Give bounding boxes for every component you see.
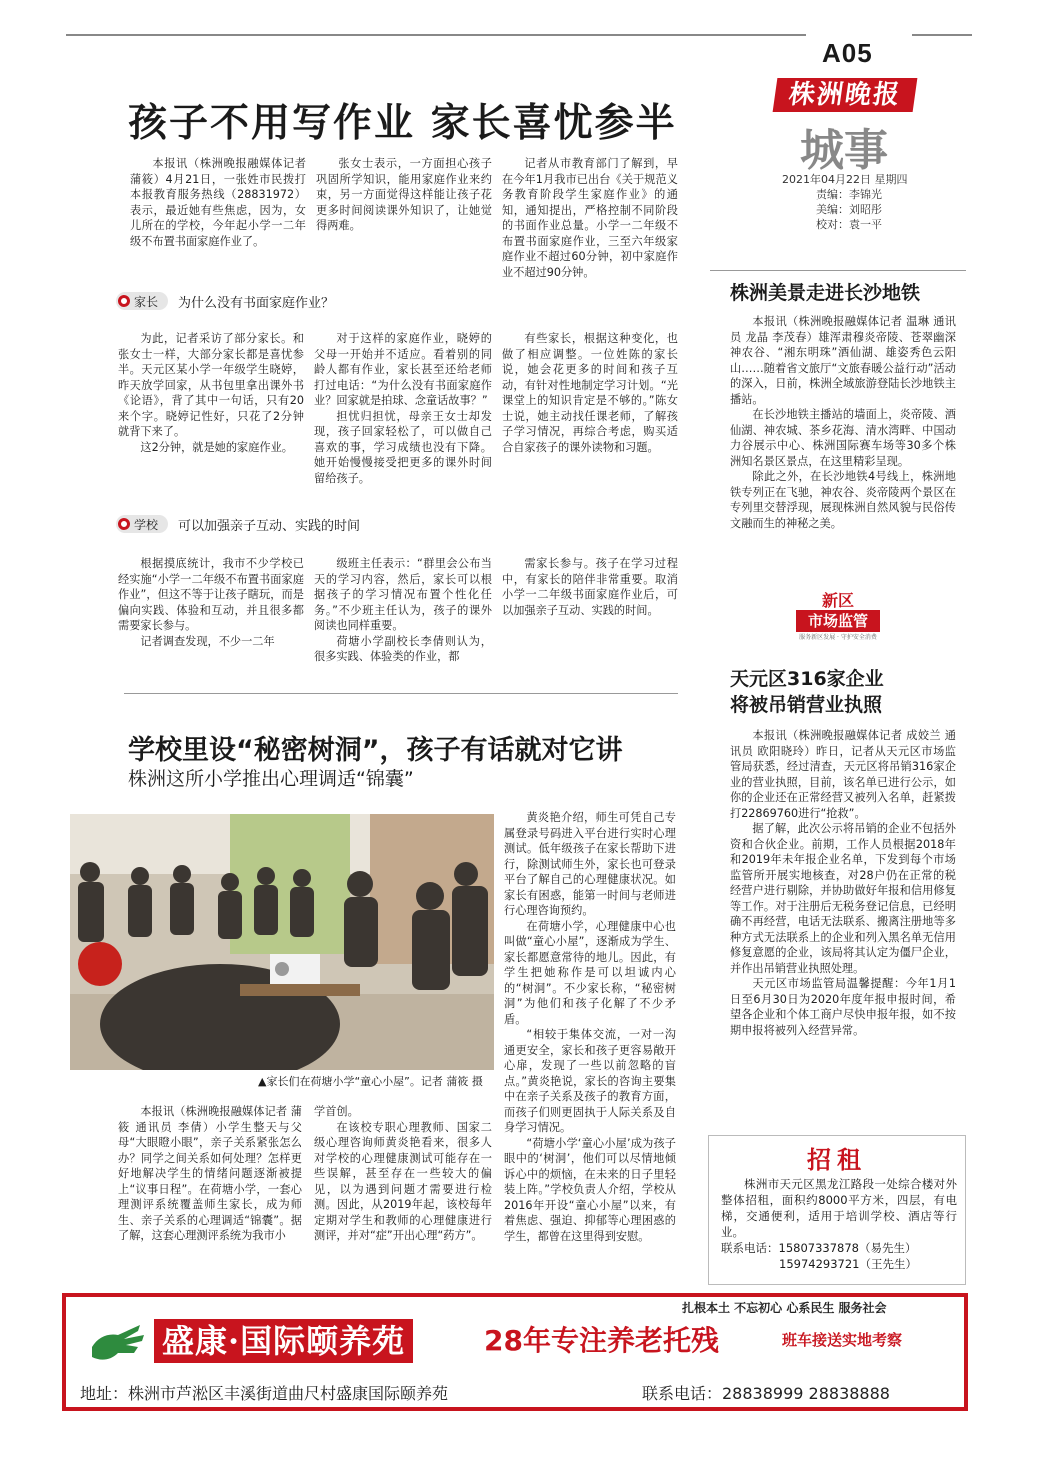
editor-credit: 责编：李锦光 — [816, 188, 882, 201]
designer-credit: 美编：刘昭彤 — [816, 203, 882, 216]
proofreader-credit: 校对：袁一平 — [816, 218, 882, 231]
rent-body: 株洲市天元区黑龙江路段一处综合楼对外整体招租，面积约8000平方米，四层，有电梯，交通便利，适用于培训学校、酒店等行业。 联系电话：15807337878（易先生） 15974293721（王先生） — [721, 1177, 957, 1271]
article1-lead-col3: 记者从市教育部门了解到，早在今年1月我市已出台《关于规范义务教育阶段学生家庭作业》的通知，通知提出，严格控制不同阶段的书面作业总量。小学一二年级不布置书面家庭作业，三至六年级家庭作业不超过60分钟，初中家庭作业不超过90分钟。 — [502, 157, 678, 279]
subhead-tag: 学校 — [116, 515, 168, 533]
sec2-col2: 级班主任表示：“群里会公布当天的学习内容，然后，家长可以根据孩子的学习情况布置个性化任务。”不少班主任认为，孩子的课外阅读也同样重要。 荷塘小学副校长李倩则认为，很多实践、体验类的作业，都 — [314, 557, 492, 663]
tag-dot-icon — [118, 295, 130, 307]
ad-slogan-secondary: 班车接送实地考察 — [782, 1331, 903, 1349]
section-title: 城事 — [800, 125, 888, 176]
sec2-col1: 根据摸底统计，我市不少学校已经实施“小学一二年级不布置书面家庭作业”，但这不等于让孩子瞎玩，而是偏向实践、体验和互动，并且很多都需要家长参与。 记者调查发现，不少一二年 — [118, 557, 304, 648]
market-supervision-badge: 新区 市场监管 服务新区发展 · 守护安全消费 — [782, 588, 894, 640]
rent-contact2: 15974293721（王先生） — [779, 1257, 917, 1271]
photo-illustration — [70, 814, 494, 1070]
issue-meta — [782, 172, 908, 232]
rent-contact1: 联系电话：15807337878（易先生） — [721, 1241, 917, 1255]
sec1-col2: 对于这样的家庭作业，晓婷的父母一开始并不适应。看着别的同龄人都有作业，家长甚至还给老师打过电话：“为什么没有书面家庭作业？回家就是拍球、念童话故事？” 担忧归担忧，母亲王女士却发现，孩子回家轻松了，可以做自己喜欢的事，学习成绩也没有下降。她开始慢慢接受把更多的课外时间留给孩子。 — [314, 332, 492, 485]
license-headline-2: 将被吊销营业执照 — [730, 694, 883, 716]
photo-caption: ▲家长们在荷塘小学“童心小屋”。记者 蒲筱 摄 — [258, 1075, 483, 1088]
page-number: A05 — [822, 38, 873, 68]
masthead-logo: 株洲晚报 — [773, 78, 918, 112]
ad-slogan: 28年专注养老托残 — [484, 1324, 719, 1357]
top-rule-right — [912, 34, 972, 36]
rent-title: 招租 — [807, 1146, 867, 1174]
metro-body: 本报讯（株洲晚报融媒体记者 温琳 通讯员 龙晶 李茂春）雄浑肃穆炎帝陵、苍翠幽深神农谷、“湘东明珠”酒仙湖、雄姿秀色云阳山……随着省文旅厅“文旅春暖公益行动”活动的深入，日前，株洲全域旅游登陆长沙地铁主播站。 在长沙地铁主播站的墙面上，炎帝陵、酒仙湖、神农城、茶乡花海、清水湾畔、中国动力谷展示中心、株洲国际赛车场等30多个株洲知名景区景点，在这里精彩呈现。 除此之外，在长沙地铁4号线上，株洲地铁专列正在飞驰，神农谷、炎帝陵两个景区在专列里交替浮现，展现株洲自然风貌与民俗传文融而生的神秘之美。 — [730, 315, 956, 530]
ad-brand: 盛康·国际颐养苑 — [154, 1319, 413, 1363]
subhead-parents — [116, 291, 334, 311]
article1-headline: 孩子不用写作业 家长喜忧参半 — [128, 101, 677, 146]
right-column-rule — [710, 270, 966, 271]
article2-deck: 株洲这所小学推出心理调适“锦囊” — [128, 768, 414, 790]
article2-bottom-col2: 学首创。 在该校专职心理教师、国家二级心理咨询师黄炎艳看来，很多人对学校的心理健康测试可能存在一些误解，甚至存在一些较大的偏见，以为遇到问题才需要进行检测。因此，从2019年起，该校每年定期对学生和教师的心理健康进行测评，并对“症”开出心理“药方”。 — [314, 1105, 492, 1242]
article-divider — [124, 693, 678, 694]
top-rule — [66, 34, 806, 36]
ad-address: 地址：株洲市芦淞区丰溪街道曲尺村盛康国际颐养苑 — [80, 1384, 449, 1403]
sec2-col3: 需家长参与。孩子在学习过程中，有家长的陪伴非常重要。取消小学一二年级书面家庭作业后，可以加强亲子互动、实践的时间。 — [502, 557, 678, 617]
ad-phone: 联系电话：28838999 28838888 — [642, 1384, 890, 1403]
sec1-col1: 为此，记者采访了部分家长。和张女士一样，大部分家长都是喜忧参半。天元区某小学一年级学生晓婷，昨天放学回家，从书包里拿出课外书《论语》，背了其中一句话，只有20来个字。晓婷记性好，只花了2分钟就背下来了。 这2分钟，就是她的家庭作业。 — [118, 332, 304, 454]
license-headline-1: 天元区316家企业 — [730, 668, 884, 690]
article1-lead-col1: 本报讯（株洲晚报融媒体记者 蒲筱）4月21日，一张姓市民拨打本报教育服务热线（28831972）表示，最近她有些焦虑，因为，女儿所在的学校，今年起小学一二年级不布置书面家庭作业了。 — [130, 157, 306, 248]
article2-right-col: 黄炎艳介绍，师生可凭自己专属登录号码进入平台进行实时心理测试。低年级孩子在家长帮助下进行，除测试师生外，家长也可登录平台了解自己的心理健康状况。如家长有困惑，能第一时间与老师进行心理咨询预约。 在荷塘小学，心理健康中心也叫做“童心小屋”，逐渐成为学生、家长都愿意常待的地儿。因此，有学生把她称作是可以坦诚内心的“树洞”。不少家长称，“秘密树洞”为他们和孩子化解了不少矛盾。 “相较于集体交流，一对一沟通更安全，家长和孩子更容易敞开心扉，发现了一些以前忽略的盲点。”黄炎艳说，家长的咨询主要集中在亲子关系及孩子的教育方面，而孩子们则更固执于人际关系及自身学习情况。 “荷塘小学‘童心小屋’成为孩子眼中的‘树洞’，他们可以尽情地倾诉心中的烦恼，在未来的日子里轻装上阵。”学校负责人介绍，学校从2016年开设“童心小屋”以来，有着焦虑、强迫、抑郁等心理困惑的学生，都曾在这里得到安慰。 — [504, 811, 676, 1243]
tag-dot-icon — [118, 518, 130, 530]
subhead-school — [116, 514, 360, 534]
article2-headline: 学校里设“秘密树洞”，孩子有话就对它讲 — [128, 735, 623, 766]
rent-classified — [708, 1135, 966, 1285]
hand-logo-icon — [88, 1317, 148, 1367]
issue-date: 2021年04月22日 星期四 — [782, 173, 908, 186]
ad-motto: 扎根本土 不忘初心 心系民生 服务社会 — [682, 1301, 887, 1315]
subhead-title: 为什么没有书面家庭作业？ — [178, 295, 335, 311]
article1-lead-col2: 张女士表示，一方面担心孩子巩固所学知识，能用家庭作业来约束，另一方面觉得这样能让孩子花更多时间阅读课外知识了，让她觉得两难。 — [316, 157, 492, 232]
article2-bottom-col1: 本报讯（株洲晚报融媒体记者 蒲筱 通讯员 李倩）小学生整天与父母“大眼瞪小眼”，亲子关系紧张怎么办？同学之间关系如何处理？怎样更好地解决学生的情绪问题逐渐被提上“议事日程”。在荷塘小学，一套心理测评系统覆盖师生家长，成为师生、亲子关系的心理调适“锦囊”。据了解，这套心理测评系统为我市小 — [118, 1105, 302, 1242]
sec1-col3: 有些家长，根据这种变化，也做了相应调整。一位姓陈的家长说，她会花更多的时间和孩子互动，有针对性地制定学习计划。“光课堂上的知识肯定是不够的。”陈女士说，她主动找任课老师，了解孩子学习情况，再综合考虑，购买适合自家孩子的课外读物和习题。 — [502, 332, 678, 454]
subhead-tag: 家长 — [116, 292, 168, 310]
license-body: 本报讯（株洲晚报融媒体记者 成姣兰 通讯员 欧阳晓玲）昨日，记者从天元区市场监管局获悉，经过清查，天元区将吊销316家企业的营业执照，目前，该名单已进行公示，如你的企业还在正常经营又被列入名单，赶紧拨打22869760进行“抢救”。 据了解，此次公示将吊销的企业不包括外资和合伙企业。前期，工作人员根据2018年和2019年未年报企业名单，下发到每个市场监管所开展实地核查，对28户仍在正常的税经营户进行剔除，并协助做好年报和信用修复等工作。对于注册后无税务登记信息，已经明确不再经营，电话无法联系、搬离注册地等多种方式无法联系上的企业和列入黑名单无信用修复意愿的企业，该局将其认定为僵尸企业，并作出吊销营业执照处理。 天元区市场监管局温馨提醒：今年1月1日至6月30日为2020年度年报申报时间，希望各企业和个体工商户尽快申报年报，如不按期申报将被列入经营异常。 — [730, 729, 956, 1037]
counseling-room-photo — [70, 814, 494, 1070]
metro-headline: 株洲美景走进长沙地铁 — [730, 282, 921, 304]
subhead-title: 可以加强亲子互动、实践的时间 — [178, 518, 361, 534]
bottom-advertisement — [62, 1293, 968, 1411]
